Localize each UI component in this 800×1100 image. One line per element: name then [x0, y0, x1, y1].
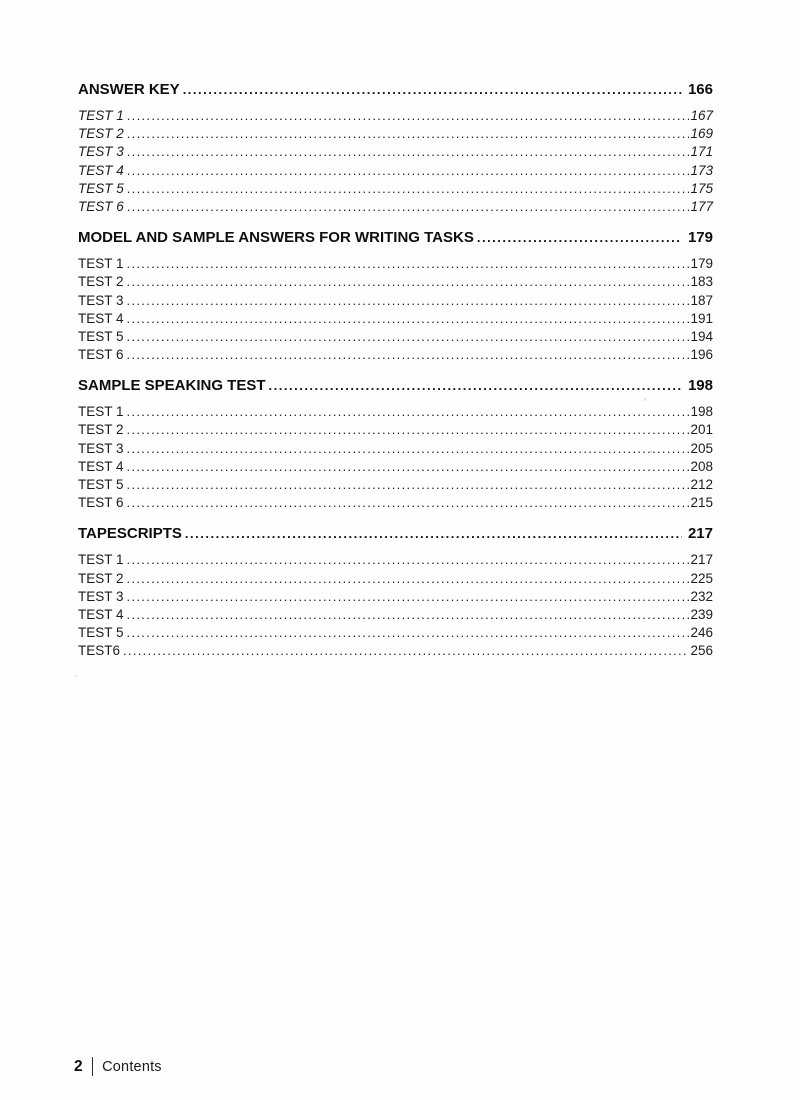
dot-leader [127, 346, 690, 364]
toc-entry-label: TEST6 [78, 643, 121, 659]
toc-entry [78, 458, 713, 476]
dot-leader [127, 570, 690, 588]
toc-entry-page: 173 [690, 162, 713, 178]
dot-leader [127, 180, 690, 198]
toc-entry-label: TEST 3 [78, 440, 124, 456]
toc-heading-page: 217 [687, 525, 713, 543]
toc-section-writing-answers [78, 227, 713, 364]
dot-leader [127, 125, 690, 143]
toc-entry-label: TEST 2 [78, 570, 124, 586]
dot-leader [127, 255, 690, 273]
dot-leader [127, 273, 690, 291]
toc-entry-label: TEST 5 [78, 328, 124, 344]
dot-leader [127, 588, 690, 606]
toc-entry-page: 201 [690, 422, 713, 438]
toc-entry [78, 143, 713, 161]
toc-entry [78, 255, 713, 273]
dot-leader [127, 440, 690, 458]
toc-entry-label: TEST 4 [78, 162, 124, 178]
toc-entry-page: 232 [690, 588, 713, 604]
toc-entry [78, 162, 713, 180]
dot-leader [127, 458, 690, 476]
toc-entry-page: 179 [690, 256, 713, 272]
footer-section-label: Contents [102, 1058, 162, 1075]
toc-section-answer-key [78, 79, 713, 216]
toc-entry-label: TEST 5 [78, 180, 124, 196]
dot-leader [127, 476, 690, 494]
toc-entry-label: TEST 4 [78, 310, 124, 326]
dot-leader [127, 143, 690, 161]
toc-entry [78, 494, 713, 512]
dot-leader [127, 403, 690, 421]
toc-entry-label: TEST 2 [78, 126, 124, 142]
toc-entry-label: TEST 1 [78, 108, 124, 123]
toc-entry-page: 208 [690, 458, 713, 474]
toc-entry-label: TEST 2 [78, 422, 124, 438]
toc-entry-page: 169 [690, 126, 713, 142]
toc-entry-label: TEST 4 [78, 458, 124, 474]
toc-entry-page: 225 [690, 570, 713, 586]
page-footer [74, 1057, 162, 1076]
toc-heading [78, 523, 713, 544]
toc-entry-page: 167 [690, 108, 713, 123]
toc-entry-label: TEST 6 [78, 198, 124, 214]
toc-entry-page: 217 [690, 552, 713, 568]
toc-entry [78, 403, 713, 421]
toc-entry-page: 215 [690, 495, 713, 511]
dot-leader [127, 624, 690, 642]
toc-entry-label: TEST 3 [78, 292, 124, 308]
toc-heading-title: TAPESCRIPTS [78, 525, 182, 543]
toc-entry [78, 551, 713, 569]
footer-page-number: 2 [74, 1057, 83, 1075]
toc-entry [78, 642, 713, 660]
table-of-contents [78, 79, 713, 661]
toc-heading [78, 79, 713, 100]
footer-divider [92, 1057, 94, 1076]
toc-entry-page: 212 [690, 477, 713, 492]
toc-entry [78, 328, 713, 346]
toc-heading-page: 179 [687, 229, 713, 247]
toc-heading-title: SAMPLE SPEAKING TEST [78, 377, 266, 395]
toc-entry [78, 588, 713, 606]
toc-heading [78, 375, 713, 396]
toc-entry-page: 205 [690, 440, 713, 456]
toc-entry-label: TEST 1 [78, 404, 124, 420]
dot-leader [183, 79, 682, 100]
toc-entry-label: TEST 5 [78, 477, 124, 492]
toc-entry-page: 187 [690, 292, 713, 308]
toc-entry [78, 125, 713, 143]
toc-entry-page: 246 [690, 625, 713, 641]
toc-entry-page: 183 [690, 274, 713, 290]
toc-entry-page: 171 [690, 144, 713, 160]
toc-entry-page: 256 [690, 643, 713, 659]
toc-entry [78, 606, 713, 624]
scan-artifact: ’ [650, 449, 652, 459]
toc-entry [78, 346, 713, 364]
toc-entry-page: 194 [690, 328, 713, 344]
toc-entry-page: 198 [690, 404, 713, 420]
toc-entry-label: TEST 6 [78, 495, 124, 511]
toc-entry-label: TEST 2 [78, 274, 124, 290]
toc-entry-label: TEST 5 [78, 625, 124, 641]
toc-section-tapescripts [78, 523, 713, 660]
toc-entry-page: 239 [690, 606, 713, 622]
toc-heading-page: 198 [687, 377, 713, 395]
scan-artifact: · [75, 671, 78, 680]
toc-entry-label: TEST 1 [78, 256, 124, 272]
dot-leader [477, 227, 682, 248]
toc-entry-label: TEST 1 [78, 552, 124, 568]
toc-entry [78, 570, 713, 588]
toc-entry-label: TEST 3 [78, 588, 124, 604]
toc-entry [78, 624, 713, 642]
dot-leader [269, 375, 682, 396]
dot-leader [127, 162, 690, 180]
toc-heading-title: MODEL AND SAMPLE ANSWERS FOR WRITING TASKS [78, 229, 474, 247]
dot-leader [123, 642, 689, 660]
toc-heading-page: 166 [687, 81, 713, 98]
scan-artifact: ’ [644, 397, 646, 407]
toc-heading [78, 227, 713, 248]
toc-entry-page: 175 [690, 180, 713, 196]
dot-leader [127, 551, 690, 569]
toc-entry [78, 310, 713, 328]
toc-section-speaking-test [78, 375, 713, 512]
toc-entry [78, 476, 713, 494]
toc-entry-page: 196 [690, 347, 713, 363]
toc-entry-page: 191 [690, 310, 713, 326]
toc-entry-page: 177 [690, 198, 713, 214]
dot-leader [127, 328, 690, 346]
toc-entry [78, 107, 713, 125]
dot-leader [127, 107, 690, 125]
toc-entry [78, 273, 713, 291]
dot-leader [185, 523, 682, 544]
dot-leader [127, 310, 690, 328]
dot-leader [127, 198, 690, 216]
toc-heading-title: ANSWER KEY [78, 81, 180, 98]
dot-leader [127, 292, 690, 310]
toc-entry [78, 292, 713, 310]
toc-entry-label: TEST 4 [78, 606, 124, 622]
toc-entry-label: TEST 3 [78, 144, 124, 160]
toc-entry [78, 180, 713, 198]
toc-entry [78, 421, 713, 439]
dot-leader [127, 494, 690, 512]
toc-entry [78, 198, 713, 216]
dot-leader [127, 421, 690, 439]
dot-leader [127, 606, 690, 624]
toc-entry [78, 440, 713, 458]
toc-entry-label: TEST 6 [78, 347, 124, 363]
